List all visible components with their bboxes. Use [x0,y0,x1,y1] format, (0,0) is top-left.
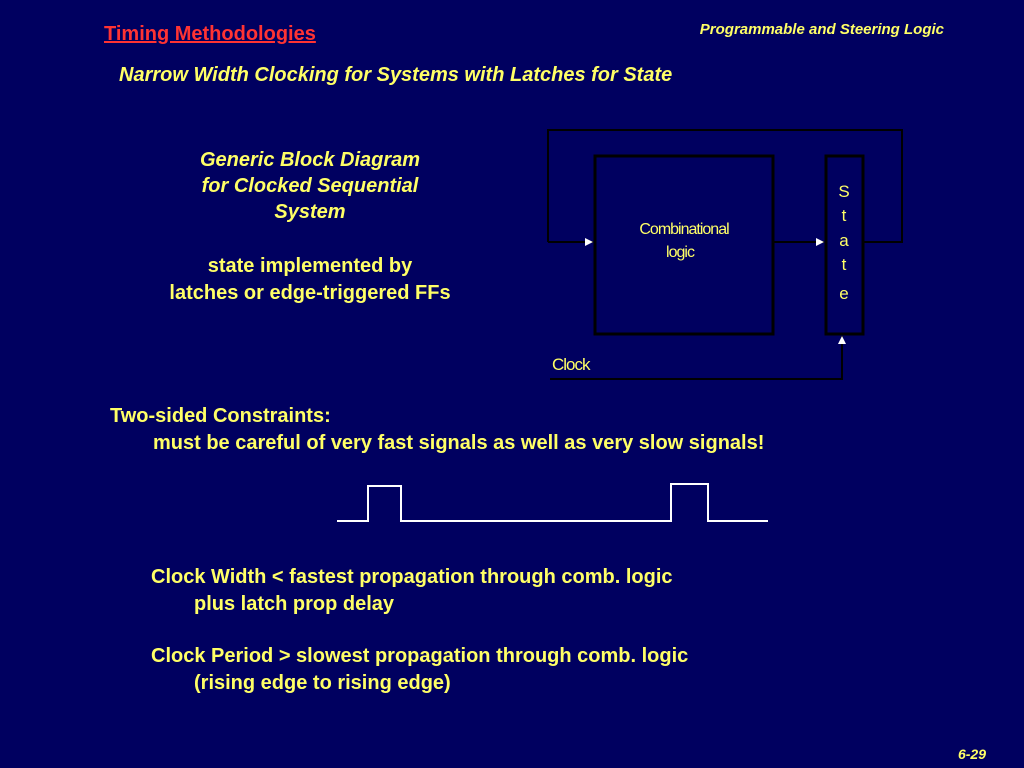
state-implementation-note [110,253,510,307]
clock-waveform-line [337,484,768,521]
block-diagram-title-line1: Generic Block Diagram [199,149,421,171]
clock-width-line1: Clock Width < fastest propagation through comb. logic [151,566,673,588]
constraints-heading: Two-sided Constraints: [110,405,331,427]
block-diagram-title [130,147,490,225]
state-impl-line2: latches or edge-triggered FFs [169,282,451,304]
slide-subtitle: Narrow Width Clocking for Systems with Latches for State [119,64,673,86]
block-diagram [540,122,910,384]
clock-period-line1: Clock Period > slowest propagation through comb. logic [151,645,689,667]
section-title: Timing Methodologies [104,23,316,45]
state-letter-4: t [841,255,847,274]
block-diagram-title-line3: System [274,201,346,223]
clock-arrow-icon [838,336,846,344]
arrow-into-state-icon [816,238,824,246]
state-impl-line1: state implemented by [207,255,413,277]
state-letter-5: e [839,284,849,303]
clock-wire [550,336,842,379]
page-number: 6-29 [957,746,986,762]
course-title: Programmable and Steering Logic [699,21,944,38]
block-diagram-title-line2: for Clocked Sequential [201,175,419,197]
clock-label: Clock [552,355,590,374]
state-letter-3: a [839,231,849,250]
clock-waveform [335,478,775,528]
clock-width-line2: plus latch prop delay [194,593,395,615]
state-letter-2: t [841,206,847,225]
clock-period-line2: (rising edge to rising edge) [194,672,451,694]
comb-label-line1: Combinational [639,221,729,238]
constraints-body: must be careful of very fast signals as well as very slow signals! [153,432,765,454]
state-letter-1: S [838,182,850,201]
arrow-into-comb-icon [585,238,593,246]
comb-label-line2: logic [666,244,694,261]
